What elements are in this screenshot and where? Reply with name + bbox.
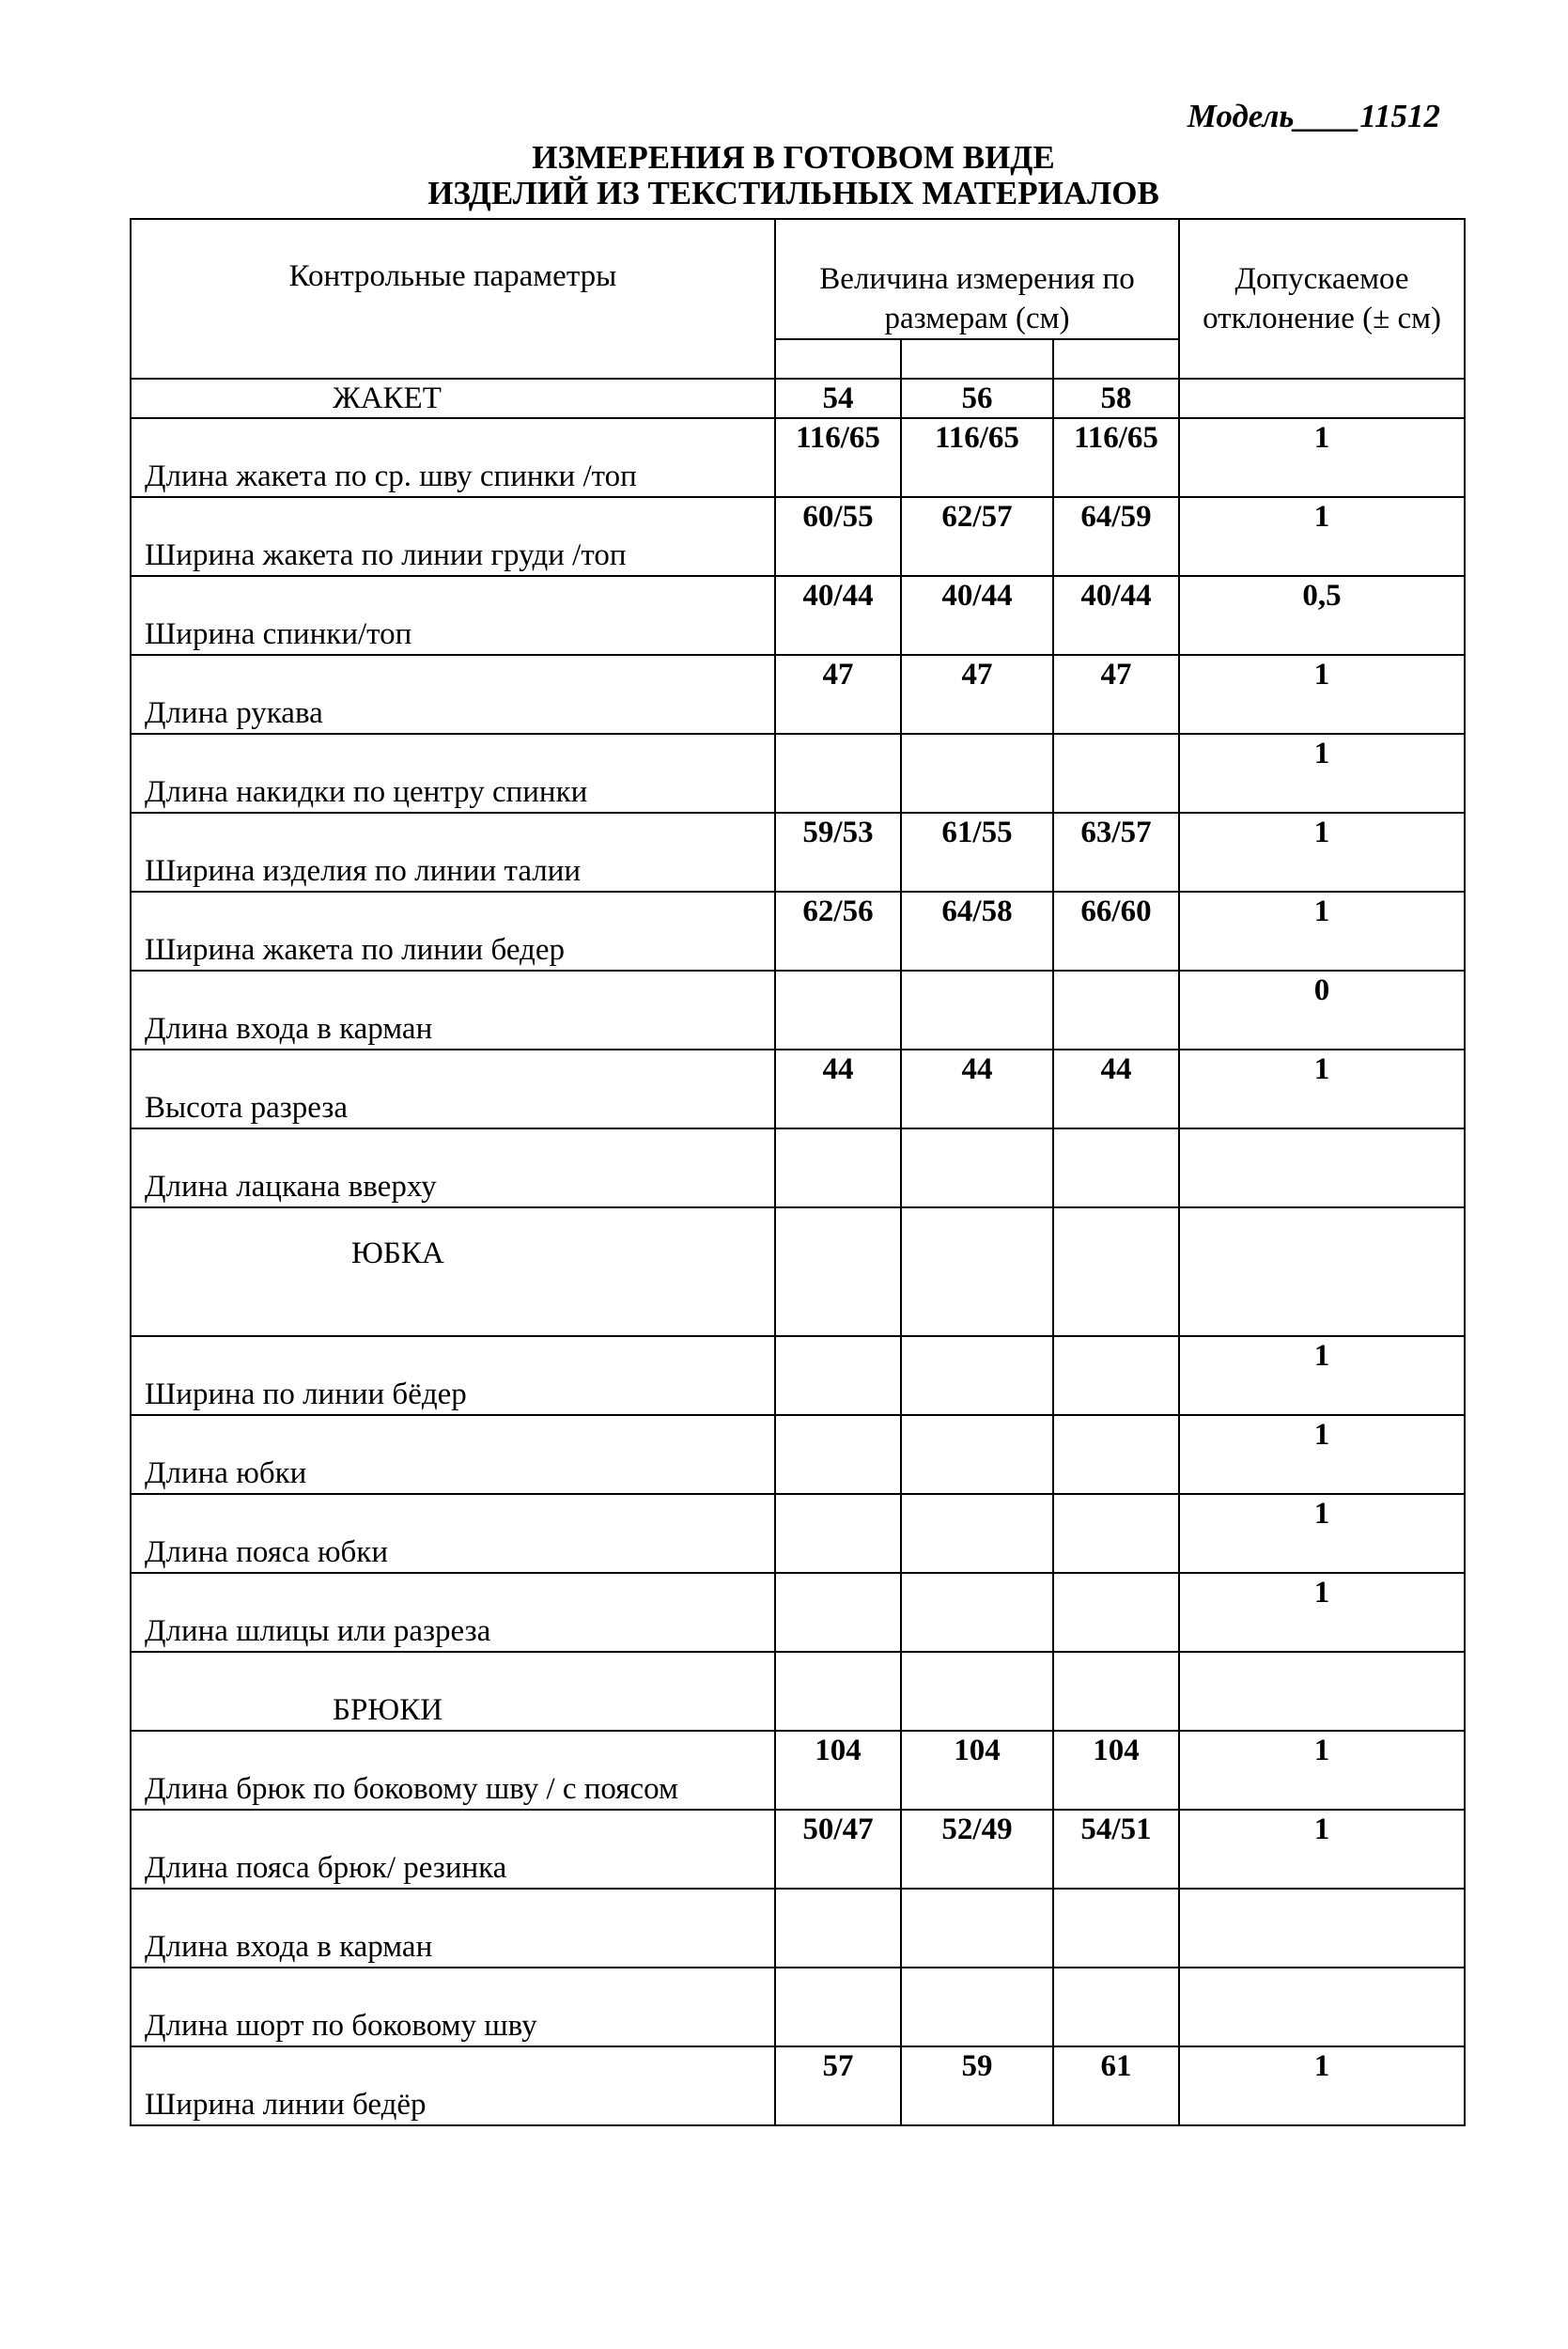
value-cell: [901, 1415, 1053, 1494]
value-cell: [1053, 971, 1179, 1050]
table-row: [131, 1494, 1465, 1573]
value-cell: [775, 1889, 901, 1968]
tolerance-cell: 1: [1179, 418, 1465, 497]
value-cell: [775, 971, 901, 1050]
tolerance-cell: 1: [1179, 1336, 1465, 1415]
param-cell: Длина брюк по боковому шву / с поясом: [131, 1731, 775, 1810]
param-cell: Длина жакета по ср. шву спинки /топ: [131, 418, 775, 497]
param-cell: Длина юбки: [131, 1415, 775, 1494]
empty-cell: [901, 1652, 1053, 1731]
value-cell: [1053, 1336, 1179, 1415]
section-label: [131, 379, 775, 418]
value-cell: 44: [1053, 1050, 1179, 1128]
tolerance-cell: 1: [1179, 813, 1465, 892]
value-cell: [775, 1968, 901, 2046]
table-row: [131, 1889, 1465, 1968]
tolerance-cell: 1: [1179, 1573, 1465, 1652]
tolerance-cell: [1179, 1968, 1465, 2046]
document-subtitle: ИЗДЕЛИЙ ИЗ ТЕКСТИЛЬНЫХ МАТЕРИАЛОВ: [427, 175, 1159, 211]
table-row: [131, 971, 1465, 1050]
param-cell: Ширина линии бедёр: [131, 2046, 775, 2125]
header-sizes: Величина измерения по размерам (см): [775, 219, 1179, 339]
value-cell: 44: [901, 1050, 1053, 1128]
table-row: [131, 1336, 1465, 1415]
param-cell: Длина входа в карман: [131, 971, 775, 1050]
tolerance-cell: [1179, 1128, 1465, 1207]
table-row: [131, 734, 1465, 813]
value-cell: 47: [901, 655, 1053, 734]
tolerance-cell: 1: [1179, 1494, 1465, 1573]
value-cell: 54/51: [1053, 1810, 1179, 1889]
value-cell: [901, 971, 1053, 1050]
empty-cell: [775, 1207, 901, 1336]
value-cell: 52/49: [901, 1810, 1053, 1889]
value-cell: [901, 1128, 1053, 1207]
param-cell: Ширина по линии бёдер: [131, 1336, 775, 1415]
value-cell: 40/44: [1053, 576, 1179, 655]
value-cell: [775, 1494, 901, 1573]
value-cell: [1053, 1494, 1179, 1573]
value-cell: 50/47: [775, 1810, 901, 1889]
value-cell: [1053, 1573, 1179, 1652]
table-row: [131, 1415, 1465, 1494]
param-cell: Ширина жакета по линии груди /топ: [131, 497, 775, 576]
tolerance-cell: 1: [1179, 734, 1465, 813]
table-row: [131, 576, 1465, 655]
value-cell: [901, 1494, 1053, 1573]
size-header: 54: [775, 379, 901, 418]
tolerance-cell: [1179, 1889, 1465, 1968]
measurements-table: [130, 218, 1466, 2126]
header-params: Контрольные параметры: [131, 219, 775, 379]
value-cell: 116/65: [1053, 418, 1179, 497]
value-cell: 61: [1053, 2046, 1179, 2125]
table-row: [131, 1810, 1465, 1889]
value-cell: 62/57: [901, 497, 1053, 576]
empty-cell: [901, 339, 1053, 379]
value-cell: 64/59: [1053, 497, 1179, 576]
value-cell: 40/44: [901, 576, 1053, 655]
section-row-trousers: [131, 1652, 1465, 1731]
value-cell: [775, 1415, 901, 1494]
param-cell: Длина входа в карман: [131, 1889, 775, 1968]
value-cell: 116/65: [775, 418, 901, 497]
empty-cell: [775, 1652, 901, 1731]
param-cell: Ширина изделия по линии талии: [131, 813, 775, 892]
table-row: [131, 813, 1465, 892]
tolerance-cell: 1: [1179, 497, 1465, 576]
param-cell: Ширина жакета по линии бедер: [131, 892, 775, 971]
value-cell: [901, 1573, 1053, 1652]
value-cell: 57: [775, 2046, 901, 2125]
tolerance-cell: 1: [1179, 655, 1465, 734]
size-header: 58: [1053, 379, 1179, 418]
table-row: [131, 497, 1465, 576]
empty-cell: [1179, 1652, 1465, 1731]
value-cell: 59/53: [775, 813, 901, 892]
empty-cell: [1053, 339, 1179, 379]
param-cell: Длина рукава: [131, 655, 775, 734]
value-cell: 62/56: [775, 892, 901, 971]
tolerance-cell: 1: [1179, 892, 1465, 971]
value-cell: [775, 734, 901, 813]
table-row: [131, 1968, 1465, 2046]
section-row-skirt: [131, 1207, 1465, 1336]
table-row: [131, 655, 1465, 734]
param-cell: Длина лацкана вверху: [131, 1128, 775, 1207]
value-cell: [775, 1336, 901, 1415]
value-cell: [1053, 1128, 1179, 1207]
param-cell: Ширина спинки/топ: [131, 576, 775, 655]
param-cell: Высота разреза: [131, 1050, 775, 1128]
table-row: [131, 892, 1465, 971]
table-row: [131, 418, 1465, 497]
table-row: [131, 1050, 1465, 1128]
size-header: 56: [901, 379, 1053, 418]
table-row: [131, 1128, 1465, 1207]
param-cell: Длина шорт по боковому шву: [131, 1968, 775, 2046]
empty-cell: [1053, 1652, 1179, 1731]
value-cell: [1053, 1968, 1179, 2046]
table-row: [131, 1573, 1465, 1652]
param-cell: Длина пояса брюк/ резинка: [131, 1810, 775, 1889]
value-cell: 104: [901, 1731, 1053, 1810]
empty-cell: [775, 339, 901, 379]
value-cell: [1053, 1415, 1179, 1494]
table-row: [131, 1731, 1465, 1810]
table-header-row: [131, 219, 1465, 339]
tolerance-cell: 0: [1179, 971, 1465, 1050]
document-title: ИЗМЕРЕНИЯ В ГОТОВОМ ВИДЕ: [532, 139, 1055, 176]
model-number: Модель____11512: [1187, 98, 1440, 134]
value-cell: [1053, 1889, 1179, 1968]
value-cell: [901, 1336, 1053, 1415]
section-row-jacket: [131, 379, 1465, 418]
value-cell: 59: [901, 2046, 1053, 2125]
value-cell: [1053, 734, 1179, 813]
value-cell: 47: [775, 655, 901, 734]
value-cell: 60/55: [775, 497, 901, 576]
param-cell: Длина шлицы или разреза: [131, 1573, 775, 1652]
param-cell: Длина накидки по центру спинки: [131, 734, 775, 813]
value-cell: [901, 1968, 1053, 2046]
value-cell: 104: [1053, 1731, 1179, 1810]
value-cell: 61/55: [901, 813, 1053, 892]
tolerance-cell: 1: [1179, 1415, 1465, 1494]
value-cell: 64/58: [901, 892, 1053, 971]
value-cell: 104: [775, 1731, 901, 1810]
value-cell: [775, 1573, 901, 1652]
param-cell: Длина пояса юбки: [131, 1494, 775, 1573]
tolerance-cell: 1: [1179, 2046, 1465, 2125]
value-cell: [901, 1889, 1053, 1968]
value-cell: 66/60: [1053, 892, 1179, 971]
tolerance-cell: 1: [1179, 1731, 1465, 1810]
empty-cell: [1053, 1207, 1179, 1336]
section-label: ЮБКА: [131, 1207, 775, 1336]
value-cell: 44: [775, 1050, 901, 1128]
tolerance-cell: 0,5: [1179, 576, 1465, 655]
tolerance-cell: 1: [1179, 1810, 1465, 1889]
value-cell: [775, 1128, 901, 1207]
section-label-text: ЖАКЕТ: [333, 381, 442, 415]
header-tolerance: Допускаемое отклонение (± см): [1179, 219, 1465, 379]
value-cell: 47: [1053, 655, 1179, 734]
section-label: БРЮКИ: [131, 1652, 775, 1731]
empty-cell: [1179, 1207, 1465, 1336]
empty-cell: [1179, 379, 1465, 418]
value-cell: 116/65: [901, 418, 1053, 497]
value-cell: 40/44: [775, 576, 901, 655]
empty-cell: [901, 1207, 1053, 1336]
table-row: [131, 2046, 1465, 2125]
tolerance-cell: 1: [1179, 1050, 1465, 1128]
value-cell: [901, 734, 1053, 813]
value-cell: 63/57: [1053, 813, 1179, 892]
